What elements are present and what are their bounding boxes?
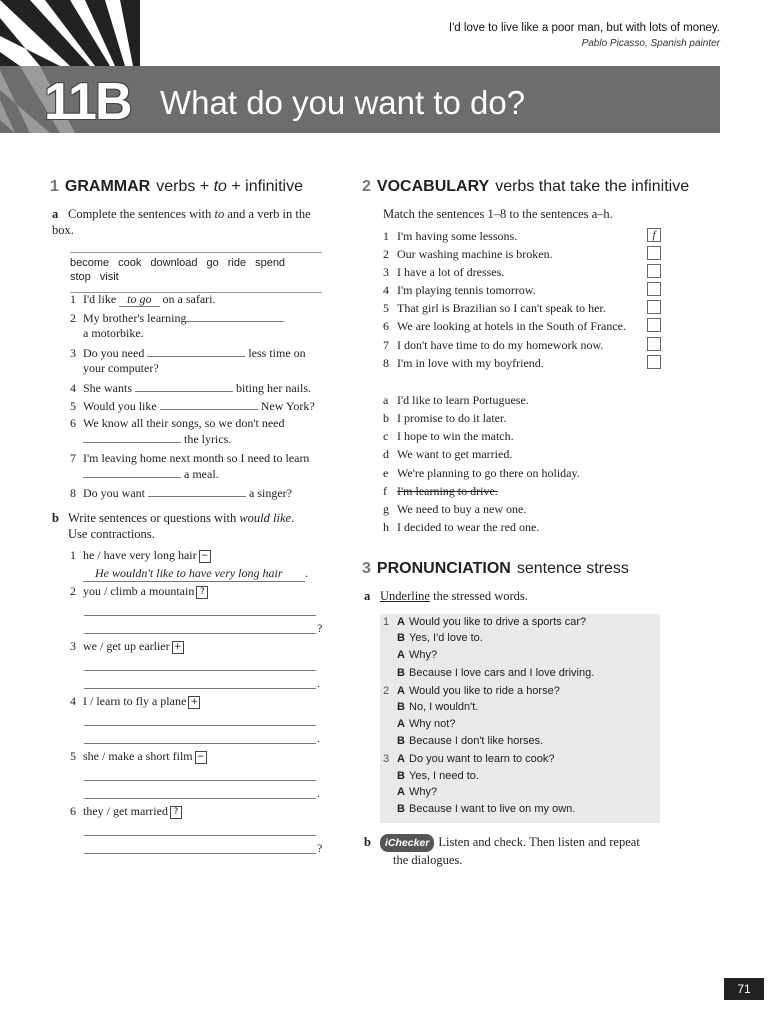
vocab-numbered-item: 6 We are looking at hotels in the South of France. [383, 319, 626, 333]
answer-blank[interactable] [186, 310, 284, 322]
vocabulary-instruction: Match the sentences 1–8 to the sentences a–h. [383, 207, 613, 221]
page-title: What do you want to do? [160, 84, 526, 121]
quote-author: Pablo Picasso, Spanish painter [581, 38, 720, 49]
question-icon: ? [170, 806, 182, 819]
grammar-b-item: 6 they / get married ? [70, 804, 182, 819]
quote [449, 22, 720, 49]
answer-line[interactable] [84, 633, 316, 634]
grammar-item: 8 Do you want a singer? [70, 486, 292, 500]
question-icon: ? [196, 586, 208, 599]
answer-box[interactable]: f [647, 228, 661, 242]
minus-icon: − [199, 550, 211, 563]
answer-box[interactable] [647, 246, 661, 260]
answer-box[interactable] [647, 264, 661, 278]
line-end-punctuation: . [317, 731, 320, 745]
vocab-lettered-item: d We want to get married. [383, 447, 513, 461]
minus-icon: − [195, 751, 207, 764]
answer-blank[interactable] [135, 380, 233, 392]
answer-line[interactable] [84, 670, 316, 671]
section-subheading: verbs that take the infinitive [495, 178, 690, 195]
word-box [70, 252, 322, 293]
grammar-item: 3 Do you need less time on your computer? [70, 346, 306, 375]
dialogue-line: B Because I want to live on my own. [397, 803, 576, 815]
vocab-lettered-item: g We need to buy a new one. [383, 502, 527, 516]
line-end-punctuation: . [317, 676, 320, 690]
plus-icon: + [188, 696, 200, 709]
ichecker-badge[interactable]: iChecker [380, 834, 434, 852]
answer-line[interactable] [84, 725, 316, 726]
vocab-lettered-item: a I'd like to learn Portuguese. [383, 393, 529, 407]
grammar-item: 2 My brother's learning a motorbike. [70, 310, 284, 341]
answer-box[interactable] [647, 337, 661, 351]
word-box-item: download [150, 257, 198, 269]
vocab-lettered-item: e We're planning to go there on holiday. [383, 466, 580, 480]
section-subheading: verbs + to + infinitive [156, 178, 303, 195]
dialogue-line: 1 A Would you like to drive a sports car? [383, 616, 587, 628]
answer-line[interactable] [84, 835, 316, 836]
answer-box[interactable] [647, 355, 661, 369]
grammar-b-item: 5 she / make a short film − [70, 749, 207, 764]
answer-box[interactable] [647, 318, 661, 332]
struck-example: I'm learning to drive. [397, 484, 498, 498]
answer-blank[interactable] [148, 485, 246, 497]
word-box-item: cook [118, 257, 142, 269]
section-number: 3 [362, 560, 371, 577]
dialogue-line: 3 A Do you want to learn to cook? [383, 753, 555, 765]
pronunciation-a-instruction: a Underline the stressed words. [364, 589, 528, 603]
answer-blank[interactable] [83, 431, 181, 443]
line-end-punctuation: ? [317, 841, 323, 855]
vocab-numbered-item: 1 I'm having some lessons. [383, 229, 518, 243]
answer-blank[interactable] [147, 345, 245, 357]
dialogue-line: A Why? [397, 649, 438, 661]
grammar-section-title [50, 178, 303, 196]
line-end-punctuation: . [317, 786, 320, 800]
grammar-item: 7 I'm leaving home next month so I need to learn a meal. [70, 451, 310, 481]
word-box-item: go [206, 257, 219, 269]
vocab-numbered-item: 5 That girl is Brazilian so I can't speak to her. [383, 301, 606, 315]
unit-number: 11B [44, 73, 131, 131]
section-heading: VOCABULARY [376, 178, 490, 195]
grammar-item: 1 I'd like to go on a safari. [70, 292, 216, 306]
answer-line[interactable] [84, 688, 316, 689]
dialogue-line: B Because I love cars and I love driving. [397, 667, 595, 679]
page-number: 71 [724, 978, 764, 1000]
word-box-item: spend [255, 257, 286, 269]
vocab-lettered-item: c I hope to win the match. [383, 429, 514, 443]
dialogue-line: A Why not? [397, 718, 456, 730]
vocabulary-section-title [362, 178, 689, 196]
answer-line[interactable] [84, 798, 316, 799]
pronunciation-b-instruction: b iChecker Listen and check. Then listen and repeat the dialogues. [364, 835, 640, 867]
section-subheading: sentence stress [516, 560, 629, 577]
dialogue-line: B Yes, I need to. [397, 770, 479, 782]
section-number: 1 [50, 178, 59, 195]
grammar-b-instruction: b Write sentences or questions with would like. Use contractions. [52, 511, 295, 541]
dialogue-line: B Because I don't like horses. [397, 735, 544, 747]
pronunciation-section-title [362, 560, 629, 578]
section-heading: GRAMMAR [64, 178, 151, 195]
answer-line[interactable] [84, 615, 316, 616]
grammar-b-item: 4 I / learn to fly a plane + [70, 694, 200, 709]
word-box-item: ride [227, 257, 247, 269]
vocab-lettered-item: f I'm learning to drive. [383, 484, 498, 498]
grammar-b-item: 3 we / get up earlier + [70, 639, 184, 654]
dialogue-line: B No, I wouldn't. [397, 701, 479, 713]
grammar-item: 6 We know all their songs, so we don't need the lyrics. [70, 416, 285, 446]
vocab-numbered-item: 7 I don't have time to do my homework now. [383, 338, 604, 352]
example-answer-line: He wouldn't like to have very long hair . [83, 566, 319, 582]
vocab-numbered-item: 3 I have a lot of dresses. [383, 265, 505, 279]
word-box-item: visit [99, 271, 119, 283]
answer-blank[interactable] [83, 466, 181, 478]
vocab-lettered-item: b I promise to do it later. [383, 411, 507, 425]
answer-box[interactable] [647, 300, 661, 314]
grammar-b-item: 2 you / climb a mountain ? [70, 584, 208, 599]
grammar-item: 5 Would you like New York? [70, 399, 315, 413]
vocab-numbered-item: 4 I'm playing tennis tomorrow. [383, 283, 536, 297]
answer-line[interactable] [84, 853, 316, 854]
answer-line[interactable] [84, 780, 316, 781]
plus-icon: + [172, 641, 184, 654]
grammar-item: 4 She wants biting her nails. [70, 381, 311, 395]
vocab-numbered-item: 8 I'm in love with my boyfriend. [383, 356, 544, 370]
word-box-item: become [70, 257, 110, 269]
dialogue-line: A Why? [397, 786, 438, 798]
vocab-numbered-item: 2 Our washing machine is broken. [383, 247, 553, 261]
dialogue-line: B Yes, I'd love to. [397, 632, 483, 644]
quote-text: I'd love to live like a poor man, but with lots of money. [448, 22, 720, 34]
section-heading: PRONUNCIATION [376, 560, 511, 577]
line-end-punctuation: ? [317, 621, 323, 635]
answer-blank[interactable] [160, 398, 258, 410]
answer-line[interactable] [84, 743, 316, 744]
vocab-lettered-item: h I decided to wear the red one. [383, 520, 540, 534]
grammar-b-item: 1 he / have very long hair − [70, 548, 211, 563]
grammar-a-instruction: a Complete the sentences with to and a verb in the box. [52, 207, 311, 237]
word-box-item: stop [70, 271, 91, 283]
answer-box[interactable] [647, 282, 661, 296]
section-number: 2 [362, 178, 371, 195]
example-answer: to go [119, 292, 159, 307]
dialogue-line: 2 A Would you like to ride a horse? [383, 685, 560, 697]
